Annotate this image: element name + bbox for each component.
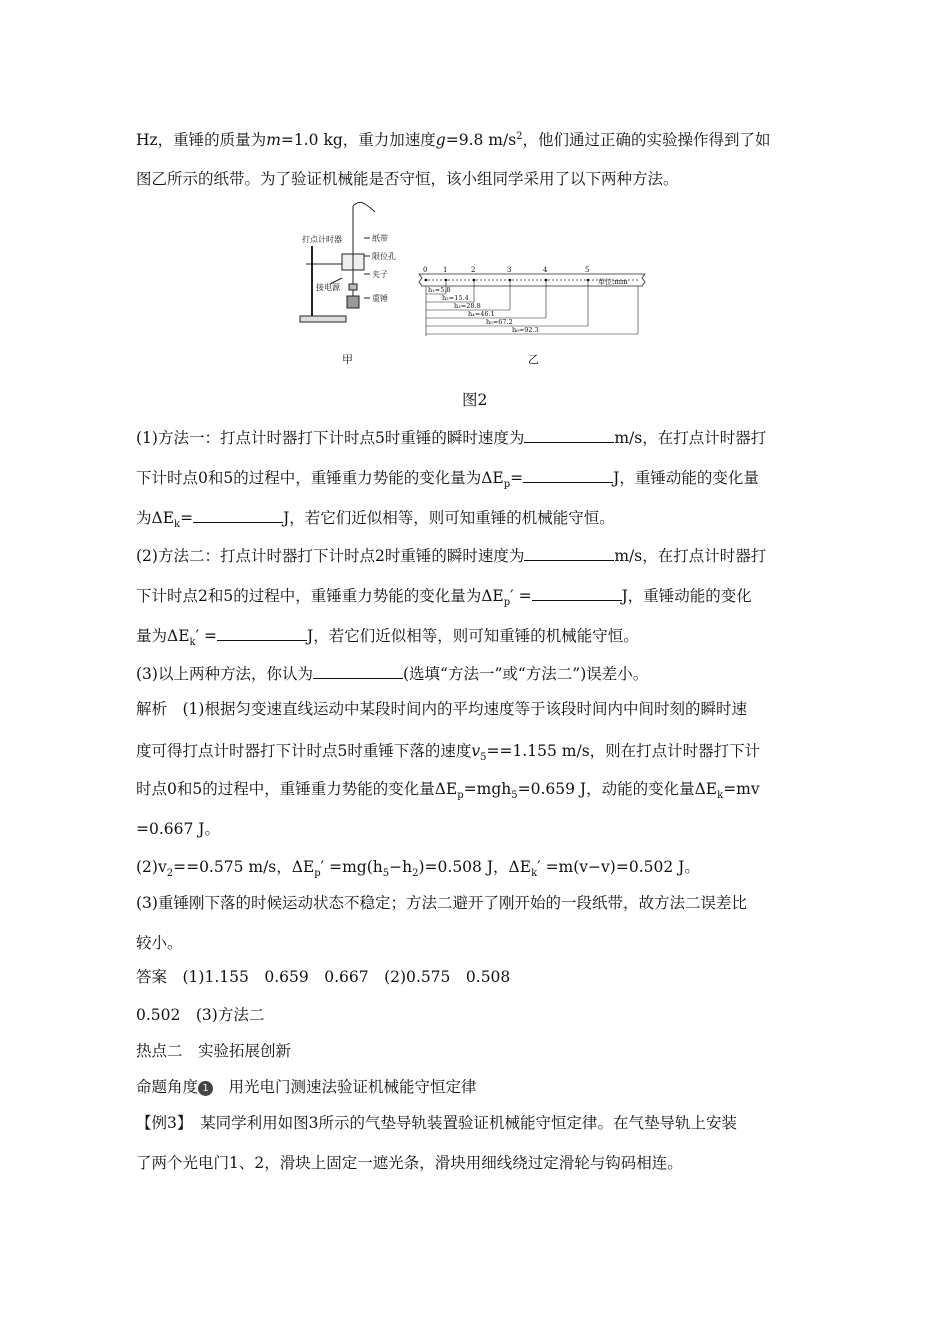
analysis-line-5: $(2)v_2==0.575$ m/s，$\Delta E_p' =mg(h_5-h_2)=0.508$ J，$\Delta E_k' =m(v-v)=0.502$ J。	[136, 858, 700, 880]
q3-line: (3)以上两种方法，你认为 (选填“方法一”或“方法二”)误差小。	[136, 662, 648, 685]
q2-line-1: (2)方法二：打点计时器打下计时点2时重锤的瞬时速度为 m/s，在打点计时器打	[136, 544, 766, 567]
point-label-0: 0	[423, 266, 428, 274]
point-label-5: 5	[585, 266, 590, 274]
intro-line-1: Hz，重锤的质量为m=1.0 kg，重力加速度g=9.8 $m/s^2$，他们通过正确的实验操作得到了如	[136, 131, 771, 150]
label-tape: 纸带	[372, 234, 388, 243]
label-weight: 重锤	[372, 294, 388, 303]
answer-blank[interactable]	[217, 624, 307, 641]
q1-line-2: 下计时点0和5的过程中，重锤重力势能的变化量为$\Delta E_p= J$，重锤动能的变化量	[136, 466, 759, 496]
apparatus-jia	[300, 202, 375, 322]
q1-line-1: (1)方法一：打点计时器打下计时点5时重锤的瞬时速度为 m/s，在打点计时器打	[136, 426, 766, 449]
answer-blank[interactable]	[532, 584, 622, 601]
q2-line-2: 下计时点2和5的过程中，重锤重力势能的变化量为$\Delta E_p' = J$，重锤动能的变化	[136, 584, 752, 614]
proposition-angle: 命题角度 1 用光电门测速法验证机械能守恒定律	[136, 1078, 477, 1096]
q2-line-3: 量为$\Delta E_k' = J$，若它们近似相等，则可知重锤的机械能守恒。	[136, 624, 639, 654]
analysis-line-3: 时点0和5的过程中，重锤重力势能的变化量$\Delta E_p=mgh_5=0.659$ J，动能的变化量$\Delta E_k=mv$	[136, 780, 760, 802]
point-label-3: 3	[507, 266, 512, 274]
analysis-line-1: 解析 (1)根据匀变速直线运动中某段时间内的平均速度等于该段时间内中间时刻的瞬时速	[136, 700, 747, 718]
analysis-line-6: (3)重锤刚下落的时候运动状态不稳定；方法二避开了刚开始的一段纸带，故方法二误差比	[136, 894, 747, 912]
answer-blank[interactable]	[193, 506, 283, 523]
point-label-4: 4	[543, 266, 548, 274]
label-hole: 限位孔	[372, 252, 396, 261]
tape-unit: 单位:mm	[598, 278, 628, 286]
q1-line-3: 为$\Delta E_k= J$，若它们近似相等，则可知重锤的机械能守恒。	[136, 506, 615, 536]
h6-label: h₆=92.3	[512, 326, 539, 334]
analysis-line-4: =0.667 J。	[136, 820, 221, 838]
label-clip: 夹子	[372, 270, 388, 279]
intro-line-2: 图乙所示的纸带。为了验证机械能是否守恒，该小组同学采用了以下两种方法。	[136, 170, 679, 188]
example-line-2: 了两个光电门1、2，滑块上固定一遮光条，滑块用细线绕过定滑轮与钩码相连。	[136, 1154, 683, 1172]
circled-number-icon: 1	[198, 1081, 213, 1096]
h2-label: h₂=15.4	[442, 294, 469, 302]
answer-blank[interactable]	[523, 466, 613, 483]
label-power: 接电源	[316, 283, 340, 292]
answer-line-2: 0.502 (3)方法二	[136, 1006, 265, 1024]
point-label-2: 2	[471, 266, 476, 274]
analysis-line-2: 度可得打点计时器打下计时点5时重锤下落的速度$v_5==1.155$ m/s，则在打点计时器打下计	[136, 742, 761, 764]
label-jia: 甲	[342, 353, 353, 366]
example-line-1: 【例3】 某同学利用如图3所示的气垫导轨装置验证机械能守恒定律。在气垫导轨上安装	[136, 1114, 737, 1132]
h3-label: h₃=28.8	[454, 302, 481, 310]
label-yi: 乙	[528, 353, 539, 366]
answer-blank[interactable]	[524, 544, 614, 561]
h5-label: h₅=67.2	[486, 318, 513, 326]
answer-blank[interactable]	[313, 662, 403, 679]
analysis-line-7: 较小。	[136, 934, 183, 952]
h4-label: h₄=46.1	[468, 310, 495, 318]
h1-label: h₁=5.8	[428, 286, 451, 294]
figure-caption: 图2	[462, 391, 488, 409]
section-heading: 热点二 实验拓展创新	[136, 1042, 292, 1060]
figure-2	[290, 198, 670, 378]
point-label-1: 1	[443, 266, 448, 274]
label-timer: 打点计时器	[302, 235, 342, 244]
answer-blank[interactable]	[524, 426, 614, 443]
answer-line-1: 答案 (1)1.155 0.659 0.667 (2)0.575 0.508	[136, 968, 511, 986]
